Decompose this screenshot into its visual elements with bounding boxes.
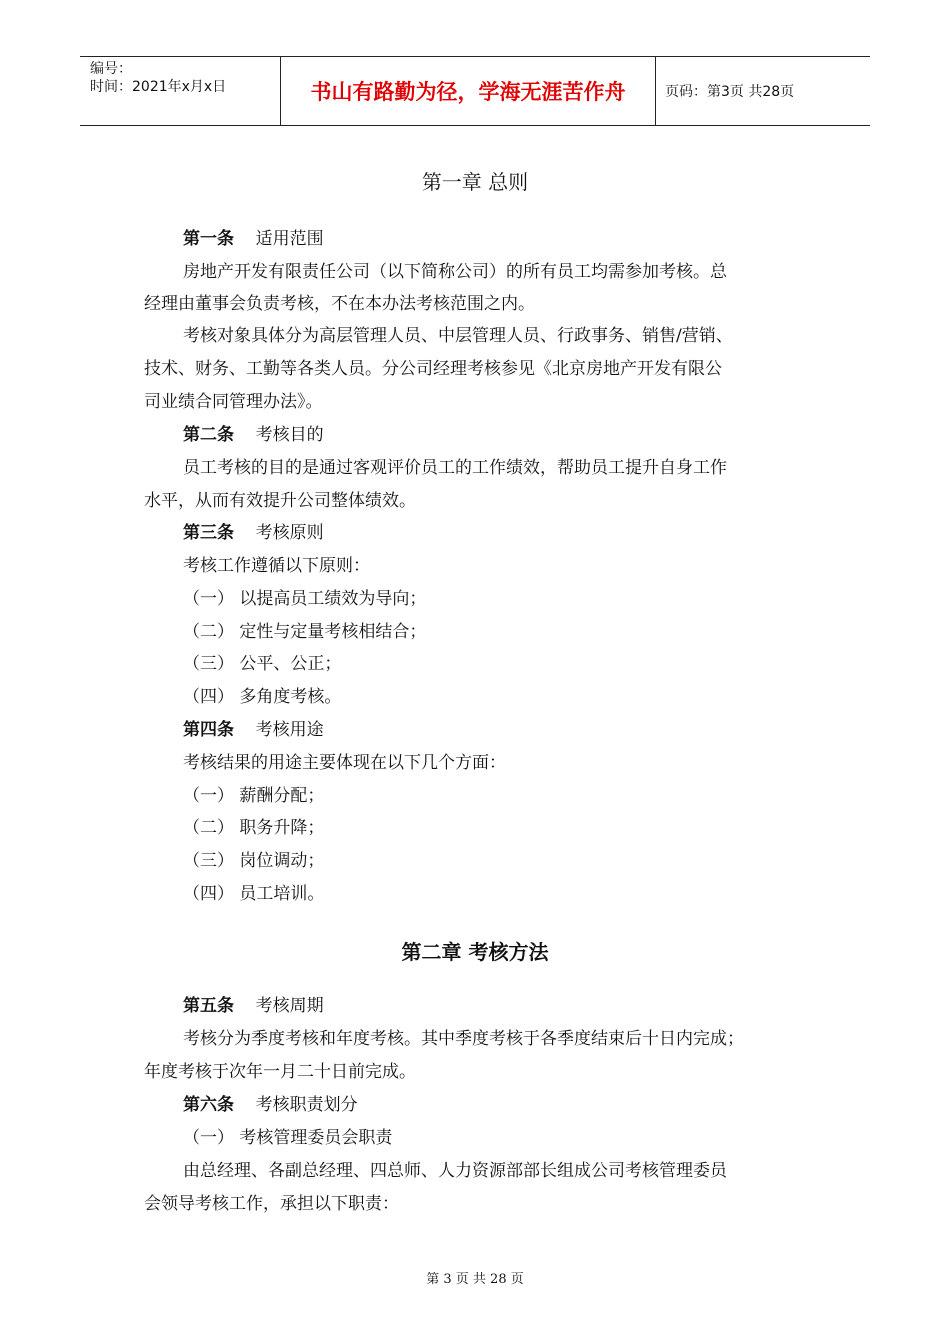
list-item: （三） 公平、公正； bbox=[183, 654, 342, 674]
article-4-heading bbox=[183, 714, 324, 746]
article-2-label: 第二条 bbox=[183, 425, 234, 445]
paragraph-line: 员工考核的目的是通过客观评价员工的工作绩效，帮助员工提升自身工作 bbox=[183, 458, 727, 478]
paragraph-line: 年度考核于次年一月二十日前完成。 bbox=[144, 1062, 416, 1082]
list-item: （三） 岗位调动； bbox=[183, 851, 325, 871]
header-motto: 书山有路勤为径，学海无涯苦作舟 bbox=[280, 57, 656, 125]
article-3-label: 第三条 bbox=[183, 523, 234, 543]
subsection-heading: （一） 考核管理委员会职责 bbox=[183, 1128, 393, 1148]
document-date: 时间：2021年x月x日 bbox=[90, 79, 227, 95]
header-page-info: 页码：第3页 共28页 bbox=[665, 84, 795, 100]
article-4-title: 考核用途 bbox=[255, 720, 324, 740]
header-meta bbox=[80, 57, 280, 128]
article-2-heading bbox=[183, 419, 324, 451]
list-item: （二） 定性与定量考核相结合； bbox=[183, 622, 427, 642]
paragraph-line: 考核结果的用途主要体现在以下几个方面： bbox=[183, 753, 506, 773]
paragraph-line: 考核工作遵循以下原则： bbox=[183, 556, 370, 576]
paragraph-line: 经理由董事会负责考核，不在本办法考核范围之内。 bbox=[144, 294, 535, 314]
article-5-label: 第五条 bbox=[183, 996, 234, 1016]
article-1-heading bbox=[183, 223, 324, 255]
article-6-heading bbox=[183, 1089, 358, 1121]
page-header bbox=[80, 56, 870, 126]
article-6-title: 考核职责划分 bbox=[255, 1095, 358, 1115]
paragraph-line: 房地产开发有限责任公司（以下简称公司）的所有员工均需参加考核。总 bbox=[183, 262, 727, 282]
paragraph-line: 会领导考核工作，承担以下职责： bbox=[144, 1194, 399, 1214]
list-item: （二） 职务升降； bbox=[183, 818, 325, 838]
paragraph-line: 司业绩合同管理办法》。 bbox=[144, 392, 323, 412]
paragraph-line: 考核分为季度考核和年度考核。其中季度考核于各季度结束后十日内完成； bbox=[183, 1029, 744, 1049]
article-3-heading bbox=[183, 517, 324, 549]
article-3-title: 考核原则 bbox=[255, 523, 324, 543]
article-5-title: 考核周期 bbox=[255, 996, 324, 1016]
paragraph-line: 水平，从而有效提升公司整体绩效。 bbox=[144, 491, 416, 511]
article-1-label: 第一条 bbox=[183, 229, 234, 249]
paragraph-line: 技术、财务、工勤等各类人员。分公司经理考核参见《北京房地产开发有限公 bbox=[144, 359, 722, 379]
article-4-label: 第四条 bbox=[183, 720, 234, 740]
paragraph-line: 考核对象具体分为高层管理人员、中层管理人员、行政事务、销售/营销、 bbox=[183, 326, 733, 346]
chapter-1-title: 第一章 总则 bbox=[421, 170, 529, 194]
list-item: （一） 以提高员工绩效为导向； bbox=[183, 589, 427, 609]
document-number-label: 编号： bbox=[90, 61, 132, 77]
list-item: （四） 多角度考核。 bbox=[183, 687, 342, 707]
article-2-title: 考核目的 bbox=[255, 425, 324, 445]
article-6-label: 第六条 bbox=[183, 1095, 234, 1115]
chapter-2-title: 第二章 考核方法 bbox=[401, 940, 549, 964]
article-1-title: 适用范围 bbox=[255, 229, 324, 249]
list-item: （一） 薪酬分配； bbox=[183, 786, 325, 806]
list-item: （四） 员工培训。 bbox=[183, 884, 325, 904]
article-5-heading bbox=[183, 990, 324, 1022]
paragraph-line: 由总经理、各副总经理、四总师、人力资源部部长组成公司考核管理委员 bbox=[183, 1161, 727, 1181]
page-footer: 第 3 页 共 28 页 bbox=[426, 1272, 524, 1287]
